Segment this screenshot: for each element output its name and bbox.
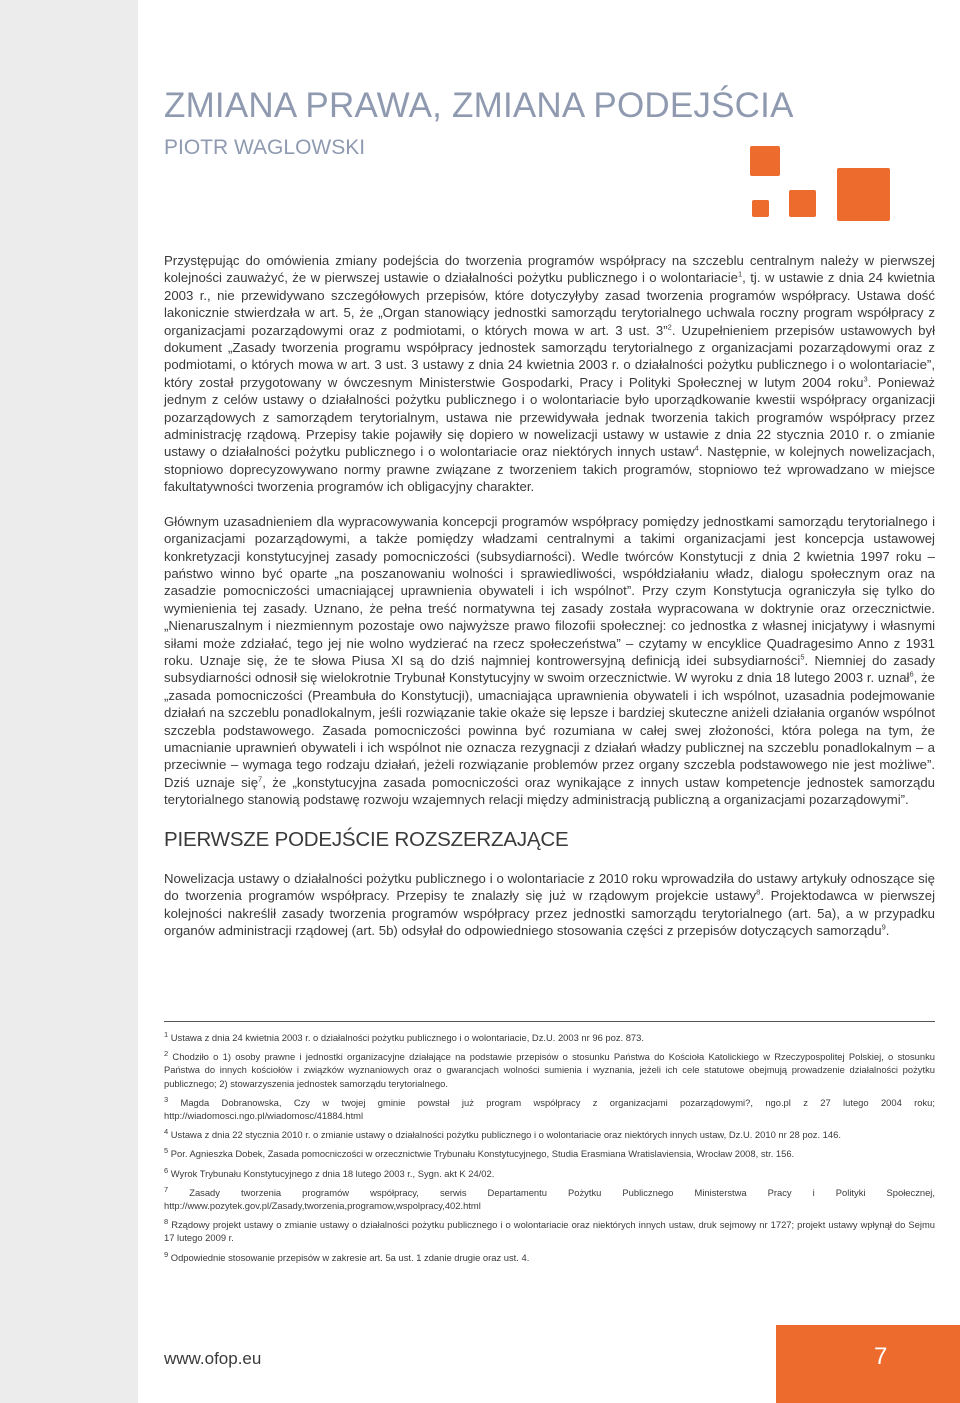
- footnote-ref[interactable]: 9: [881, 922, 886, 932]
- page-number: 7: [874, 1343, 888, 1370]
- paragraph-3: Nowelizacja ustawy o działalności pożytku publicznego i o wolontariacie z 2010 roku wprowadziła do ustawy artykuły odnoszące się do tworzenia programów współpracy. Przepisy te znalazły się już w rządowym projekcie ustawy$^8$. Projektodawca w pierwszej kolejności nakreślił zasady tworzenia programów współpracy przez jednostki samorządu terytorialnego (art. 5a), a w przypadku organów administracji rządowej (art. 5b) odsyłał do odpowiedniego stosowania części z przepisów dotyczących samorządu$^9$.: [164, 871, 935, 939]
- website-link[interactable]: www.ofop.eu: [164, 1349, 262, 1368]
- article-author: PIOTR WAGLOWSKI: [164, 136, 366, 159]
- article-body: [164, 252, 935, 940]
- footnote-ref[interactable]: 3: [863, 374, 868, 384]
- footnote-2: $^2$ Chodziło o 1) osoby prawne i jednostki organizacyjne działające na podstawie przepisów o stosunku Państwa do Kościoła Katolickiego w Rzeczypospolitej Polskiej, o stosunku Państwa do innych kościołów i związków wyznaniowych oraz o gwarancjach wolności sumienia i wyznania, jeżeli ich cele statutowe obejmują prowadzenie działalności pożytku publicznego; 2) stowarzyszenia jednostek samorządu terytorialnego.: [164, 1049, 935, 1089]
- footnote-5: $^5$ Por. Agnieszka Dobek, Zasada pomocniczości w orzecznictwie Trybunału Konstytucyjnego, Studia Erasmiana Wratislaviensia, Wrocław 2008, str. 156.: [164, 1146, 795, 1160]
- footnote-1: $^1$ Ustawa z dnia 24 kwietnia 2003 r. o działalności pożytku publicznego i o wolontariacie, Dz.U. 2003 nr 96 poz. 873.: [164, 1029, 644, 1043]
- footnote-3: $^3$ Magda Dobranowska, Czy w twojej gminie powstał już program współpracy z organizacjami pozarządowymi?, ngo.pl z 27 lutego 2004 roku; http://wiadomosci.ngo.pl/wiadomosc/41884.html: [164, 1094, 935, 1122]
- page-number-box: [776, 1325, 960, 1403]
- footnote-ref[interactable]: 2: [667, 322, 672, 332]
- footnotes: [164, 1021, 935, 1270]
- footnote-6: $^6$ Wyrok Trybunału Konstytucyjnego z dnia 18 lutego 2003 r., Sygn. akt K 24/02.: [164, 1165, 495, 1179]
- section-heading: PIERWSZE PODEJŚCIE ROZSZERZAJĄCE: [164, 827, 569, 851]
- side-band: [0, 0, 138, 1403]
- footnote-ref[interactable]: 7: [258, 774, 263, 784]
- page-content: [164, 0, 936, 1403]
- footnote-ref[interactable]: 5: [800, 652, 805, 662]
- footnote-ref[interactable]: 6: [909, 669, 914, 679]
- article-title: ZMIANA PRAWA, ZMIANA PODEJŚCIA: [164, 86, 794, 125]
- paragraph-2: Głównym uzasadnieniem dla wypracowywania koncepcji programów współpracy pomiędzy jednostkami samorządu terytorialnego i organizacjami pozarządowymi, a także pomiędzy władzami centralnymi a takimi organizacjami jest koncepcja ustawowej konkretyzacji konstytucyjnej zasady pomocniczości (subsydiarności). Wedle twórców Konstytucji z dnia 2 kwietnia 1997 roku – państwo winno być oparte „na poszanowaniu wolności i sprawiedliwości, współdziałaniu władz, dialogu społecznym oraz na zasadzie pomocniczości umacniającej uprawnienia obywateli i ich wspólnot”. Przy czym Konstytucja ograniczyła się tylko do wymienienia tej zasady. Uznano, że pełna treść normatywna tej zasady została wypracowana w doktrynie oraz orzecznictwie. „Nienaruszalnym i niezmiennym pozostaje owo najwyższe prawo filozofii społecznej: co jednostka z własnej inicjatywy i własnymi siłami może zdziałać, tego jej nie wolno wydzierać na rzecz społeczeństwa” – czytamy w encyklice Quadragesimo Anno z 1931 roku. Uznaje się, że te słowa Piusa XI są do dziś najmniej kontrowersyjną definicją idei subsydiarności$^5$. Niemniej do zasady subsydiarności odnosił się wielokrotnie Trybunał Konstytucyjny w swoim orzecznictwie. W wyroku z dnia 18 lutego 2003 r. uznał$^6$, że „zasada pomocniczości (Preambuła do Konstytucji), umacniająca uprawnienia obywateli i ich wspólnot, uzasadnia podejmowanie działań na szczeblu ponadlokalnym, jeśli rozwiązanie takie okaże się lepsze i bardziej skuteczne aniżeli działania organów wspólnot szczebla podstawowego. Zasada pomocniczości powinna być rozumiana w całej swej złożoności, która polega na tym, że umacnianie uprawnień obywateli i ich wspólnot nie oznacza rezygnacji z działań władzy publicznej na szczeblu ponadlokalnym – a przeciwnie – wymaga tego rodzaju działań, jeżeli rozwiązanie problemów przez organy szczebla podstawowego nie jest możliwe”. Dziś uznaje się$^7$, że „konstytucyjna zasada pomocniczości oraz wynikające z innych ustaw kompetencje jednostek samorządu terytorialnego stanowią podstawę rozwoju wzajemnych relacji między administracją publiczną a organizacjami pozarządowymi”.: [164, 513, 935, 808]
- footnote-ref[interactable]: 4: [694, 444, 699, 454]
- footnote-ref[interactable]: 8: [756, 888, 761, 898]
- footnote-4: $^4$ Ustawa z dnia 22 stycznia 2010 r. o zmianie ustawy o działalności pożytku publicznego i o wolontariacie oraz niektórych innych ustaw, Dz.U. 2010 nr 28 poz. 146.: [164, 1127, 841, 1141]
- footnote-9: $^9$ Odpowiednie stosowanie przepisów w zakresie art. 5a ust. 1 zdanie drugie oraz ust. 4.: [164, 1249, 530, 1263]
- footnote-ref[interactable]: 1: [738, 270, 743, 280]
- footnote-7: $^7$ Zasady tworzenia programów współpracy, serwis Departamentu Pożytku Publicznego Ministerstwa Pracy i Polityki Społecznej, http://www.pozytek.gov.pl/Zasady,tworzenia,programow,wspolpracy,402.html: [164, 1184, 935, 1212]
- paragraph-1: Przystępując do omówienia zmiany podejścia do tworzenia programów współpracy na szczeblu centralnym należy w pierwszej kolejności zauważyć, że w pierwszej ustawie o działalności pożytku publicznego i o wolontariacie$^1$, tj. w ustawie z dnia 24 kwietnia 2003 r., nie przewidywano szczegółowych przepisów, które dotyczyłyby zasad tworzenia programów współpracy. Ustawa dość lakonicznie stwierdzała w art. 5, że „Organ stanowiący jednostki samorządu terytorialnego uchwala roczny program współpracy z organizacjami pozarządowymi oraz z podmiotami, o których mowa w art. 3 ust. 3”$^2$. Uzupełnieniem przepisów ustawowych był dokument „Zasady tworzenia programu współpracy jednostek samorządu terytorialnego z organizacjami pozarządowymi oraz z podmiotami, o których mowa w art. 3 ust. 3 ustawy z dnia 24 kwietnia 2003 r. o działalności pożytku publicznego i o wolontariacie”, który został przygotowany w ówczesnym Ministerstwie Gospodarki, Pracy i Polityki Społecznej w lutym 2004 roku$^3$. Ponieważ jednym z celów ustawy o działalności pożytku publicznego i o wolontariacie było uporządkowanie kwestii współpracy organizacji pozarządowych z samorządem terytorialnym, ustawa nie przewidywała jednak tworzenia takich programów współpracy przez administrację rządową. Przepisy takie pojawiły się dopiero w nowelizacji ustawy w ustawie z dnia 22 stycznia 2010 r. o zmianie ustawy o działalności pożytku publicznego i o wolontariacie oraz niektórych innych ustaw$^4$. Następnie, w kolejnych nowelizacjach, stopniowo doprecyzowywano normy prawne związane z tworzeniem takich programów, stopniowo też wprowadzano w miejsce fakultatywności tworzenia programów ich obligacyjny charakter.: [164, 253, 936, 495]
- footnote-8: $^8$ Rządowy projekt ustawy o zmianie ustawy o działalności pożytku publicznego i o wolontariacie oraz niektórych innych ustaw, druk sejmowy nr 1727; projekt ustawy wpłynął do Sejmu 17 lutego 2009 r.: [164, 1217, 935, 1244]
